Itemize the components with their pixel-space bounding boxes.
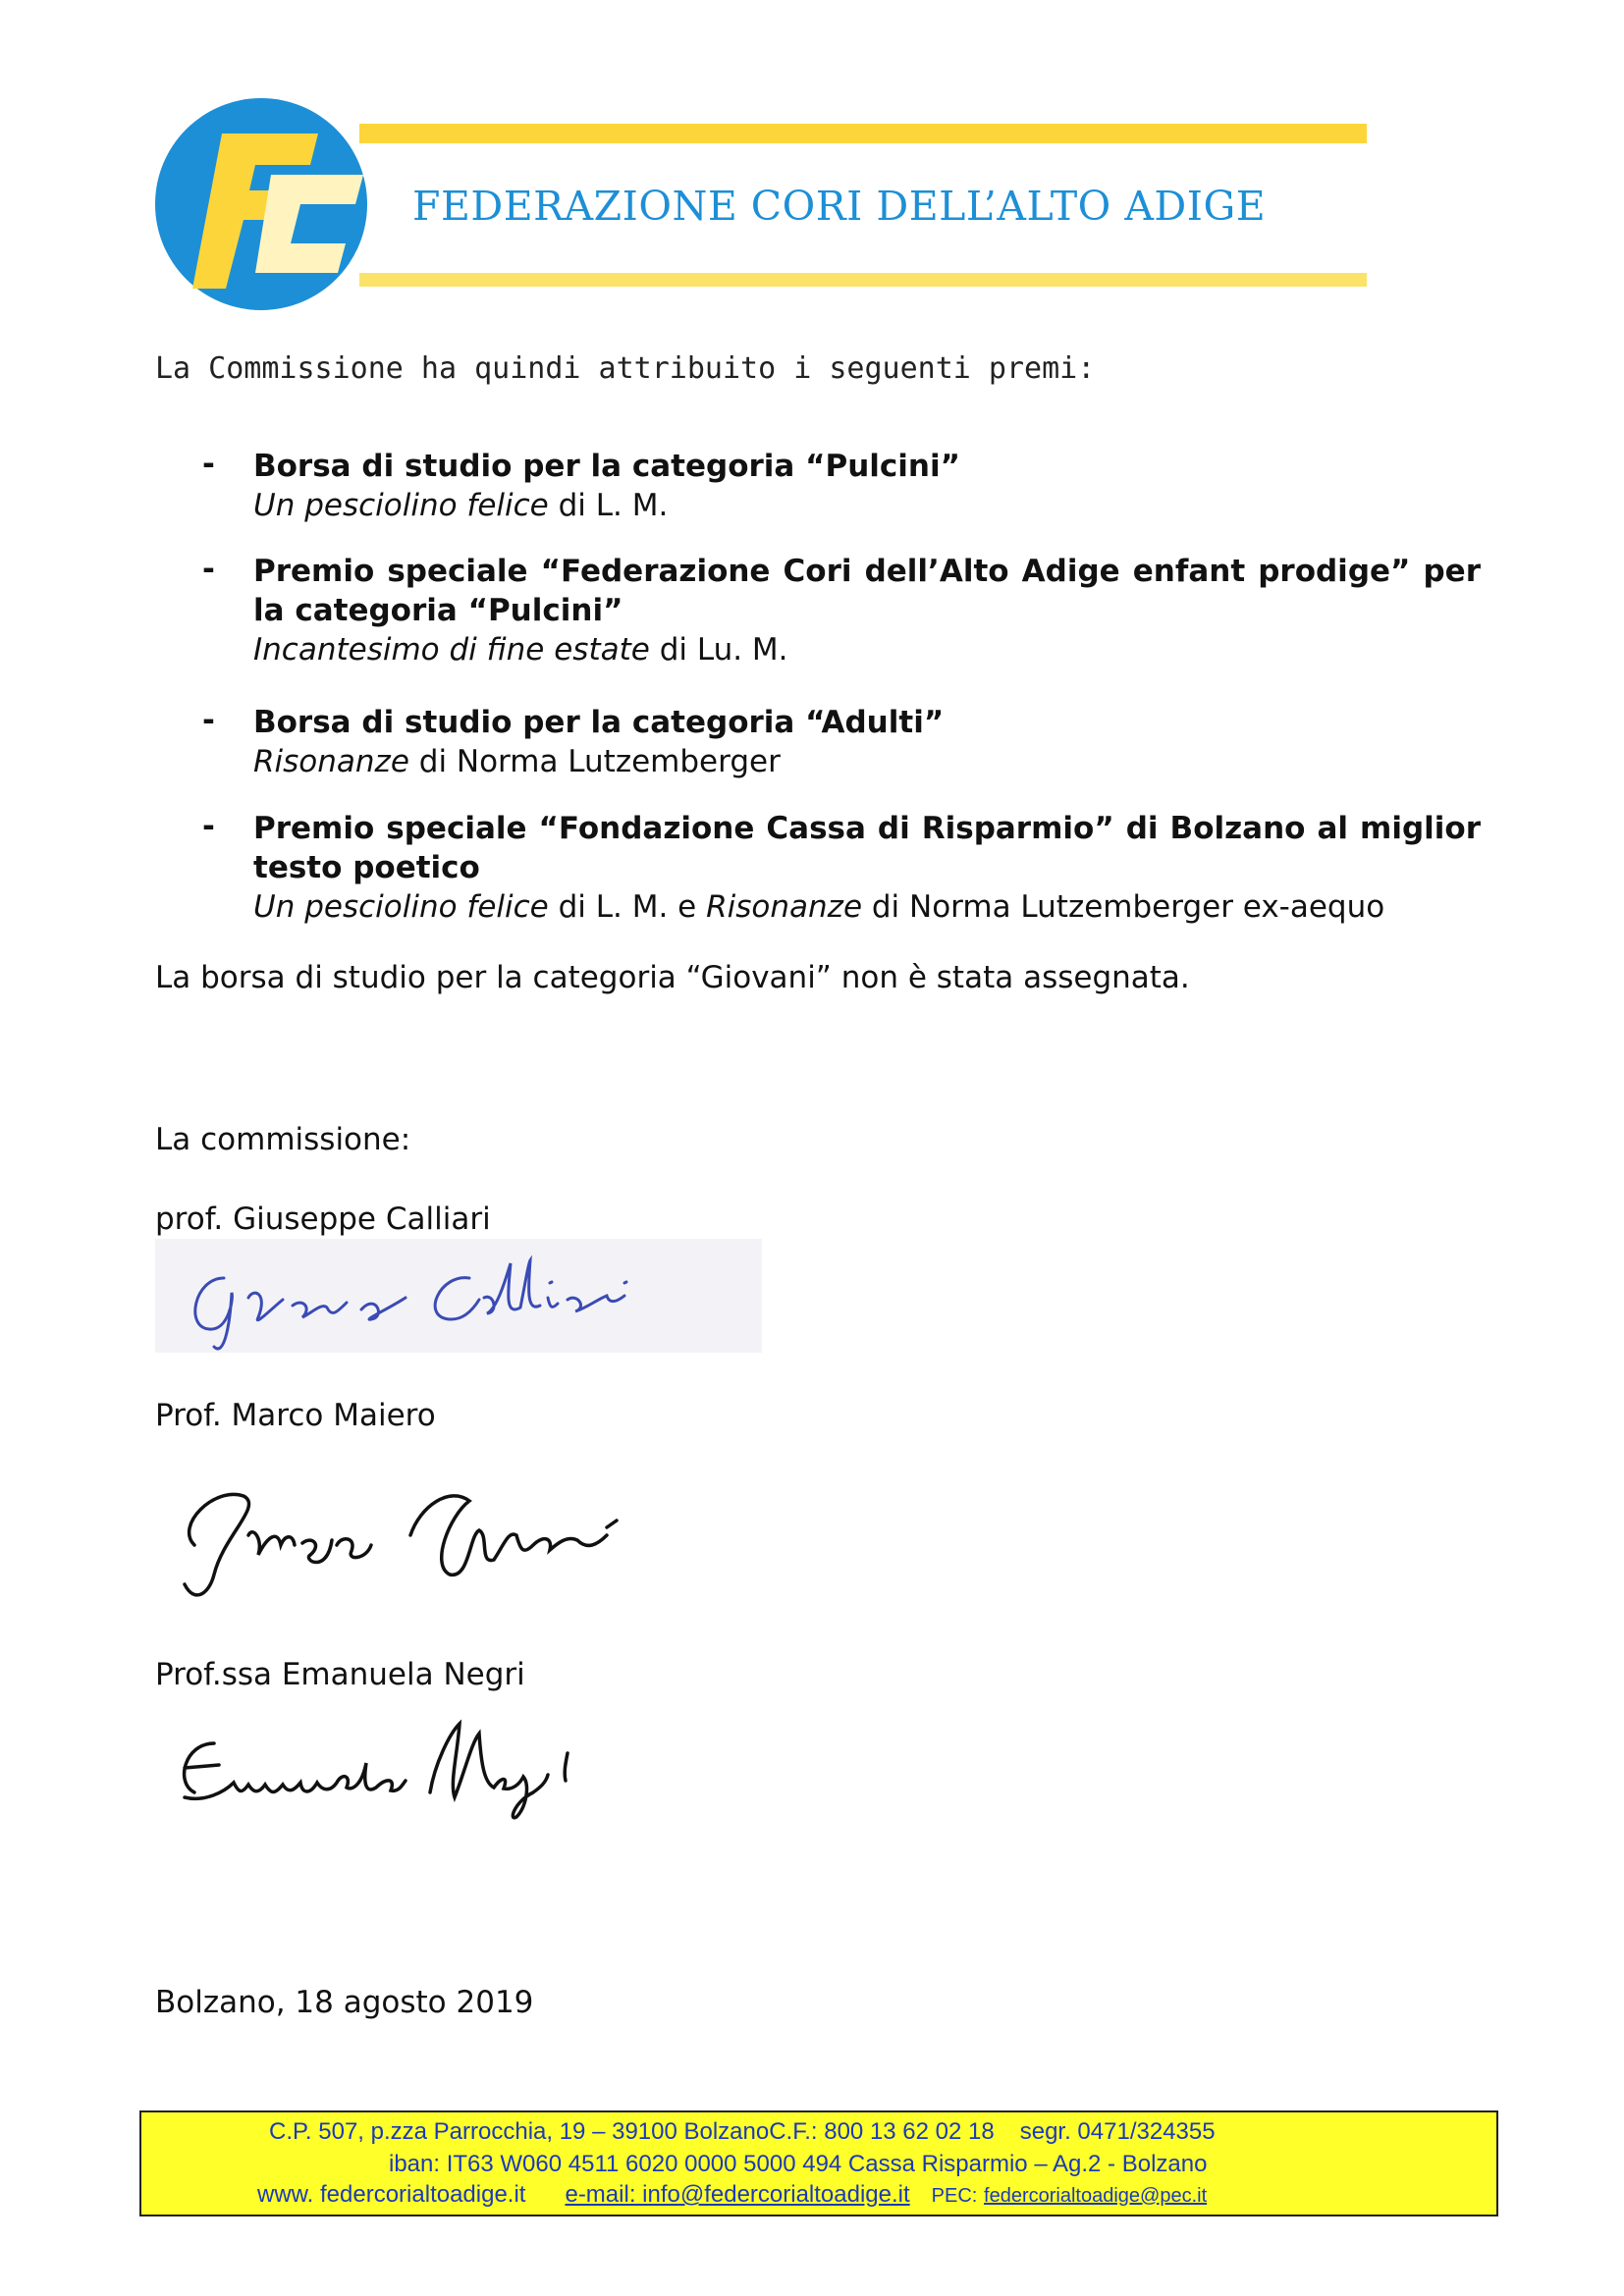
work-title-2: Risonanze [706, 889, 863, 925]
organization-name: FEDERAZIONE CORI DELL’ALTO ADIGE [412, 183, 1267, 230]
work-author: di L. M. [548, 488, 669, 523]
place-date: Bolzano, 18 agosto 2019 [155, 1985, 534, 2020]
signature-calliari [155, 1239, 762, 1353]
footer-address: C.P. 507, p.zza Parrocchia, 19 – 39100 BolzanoC.F.: 800 13 62 02 18 [269, 2118, 995, 2145]
work-author: di Lu. M. [649, 632, 788, 667]
signature-maiero [155, 1467, 744, 1614]
intro-text: La Commissione ha quindi attribuito i seguenti premi: [155, 351, 1096, 386]
award-winner [253, 486, 668, 525]
award-winner [253, 630, 788, 669]
list-dash: - [202, 809, 215, 844]
work-title: Risonanze [253, 744, 409, 779]
award-title: Borsa di studio per la categoria “Pulcini” [253, 449, 960, 484]
work-author-2: di Norma Lutzemberger ex-aequo [862, 889, 1385, 925]
footer-web-line [257, 2181, 1207, 2209]
header-stripe-top [359, 124, 1367, 143]
award-winner [253, 887, 1384, 927]
member-name: prof. Giuseppe Calliari [155, 1201, 491, 1237]
award-title: Premio speciale “Fondazione Cassa di Risparmio” di Bolzano al miglior testo poetico [253, 811, 1481, 885]
footer-contacts [139, 2110, 1498, 2216]
list-dash: - [202, 447, 215, 482]
pec-link[interactable]: federcorialtoadige@pec.it [984, 2185, 1208, 2207]
work-title: Un pesciolino felice [253, 488, 549, 523]
work-author: di Norma Lutzemberger [408, 744, 781, 779]
footer-address-line [269, 2118, 1216, 2146]
member-name: Prof.ssa Emanuela Negri [155, 1657, 525, 1692]
website-link[interactable]: www. federcorialtoadige.it [257, 2181, 526, 2208]
award-title: Borsa di studio per la categoria “Adulti” [253, 705, 945, 740]
work-title: Un pesciolino felice [253, 889, 549, 925]
commission-label: La commissione: [155, 1122, 411, 1157]
footer-iban: iban: IT63 W060 4511 6020 0000 5000 494 Cassa Risparmio – Ag.2 - Bolzano [389, 2151, 1208, 2177]
list-dash: - [202, 552, 215, 587]
footer-phone: segr. 0471/324355 [1019, 2118, 1216, 2145]
work-author: di L. M. e [548, 889, 707, 925]
work-title: Incantesimo di fine estate [253, 632, 650, 667]
letterhead [153, 96, 1371, 322]
pec-label: PEC: [931, 2185, 978, 2207]
header-stripe-bottom [359, 273, 1367, 287]
list-dash: - [202, 703, 215, 738]
email-link[interactable]: e-mail: info@federcorialtoadige.it [565, 2181, 910, 2208]
award-winner [253, 742, 781, 781]
award-title: Premio speciale “Federazione Cori dell’Alto Adige enfant prodige” per la categoria “Pulcini” [253, 554, 1481, 628]
signature-negri [155, 1704, 666, 1832]
not-assigned-note: La borsa di studio per la categoria “Giovani” non è stata assegnata. [155, 960, 1190, 995]
member-name: Prof. Marco Maiero [155, 1398, 436, 1433]
federation-logo [153, 96, 369, 312]
